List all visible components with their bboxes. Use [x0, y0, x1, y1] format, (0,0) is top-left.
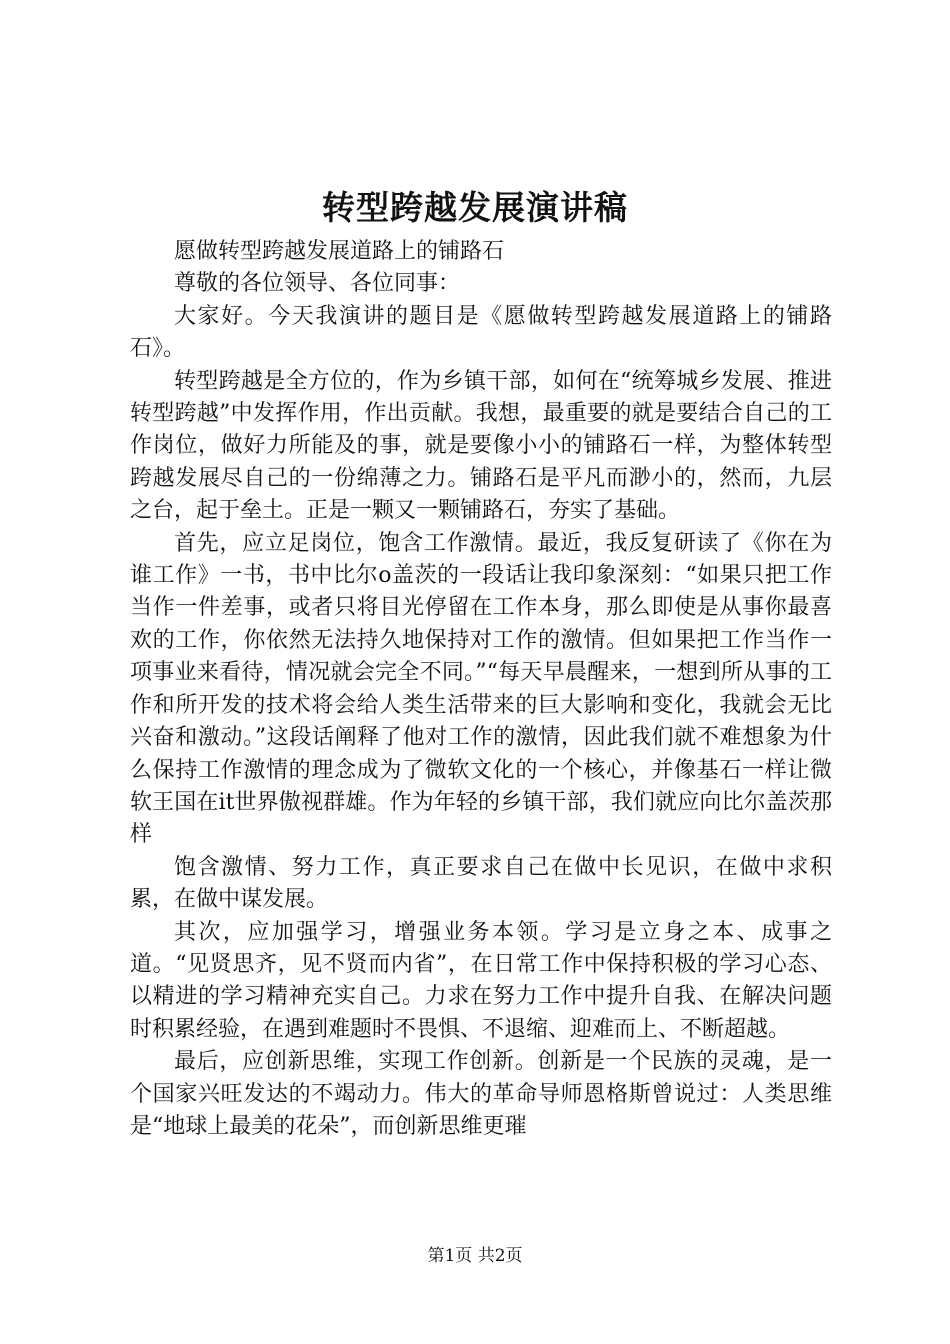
page-number-footer: 第1页 共2页: [427, 1246, 523, 1266]
document-title: 转型跨越发展演讲稿: [322, 188, 628, 227]
body-paragraph: 大家好。今天我演讲的题目是《愿做转型跨越发展道路上的铺路石》。: [130, 303, 832, 362]
body-paragraph: 转型跨越是全方位的，作为乡镇干部，如何在“统筹城乡发展、推进转型跨越”中发挥作用，作出贡献。我想，最重要的就是要结合自己的工作岗位，做好力所能及的事，就是要像小小的铺路石一样，为整体转型跨越发展尽自己的一份绵薄之力。铺路石是平凡而渺小的，然而，九层之台，起于垒土。正是一颗又一颗铺路石，夯实了基础。: [130, 368, 832, 524]
subtitle-paragraph: 愿做转型跨越发展道路上的铺路石: [174, 239, 505, 264]
body-paragraph: 其次，应加强学习，增强业务本领。学习是立身之本、成事之道。“见贤思齐，见不贤而内省”，在日常工作中保持积极的学习心态、以精进的学习精神充实自己。力求在努力工作中提升自我、在解决问题时积累经验，在遇到难题时不畏惧、不退缩、迎难而上、不断超越。: [130, 919, 832, 1042]
body-paragraph: 最后，应创新思维，实现工作创新。创新是一个民族的灵魂，是一个国家兴旺发达的不竭动力。伟大的革命导师恩格斯曾说过：人类思维是“地球上最美的花朵”，而创新思维更璀: [130, 1049, 832, 1139]
document-body: [130, 236, 832, 1143]
salutation-paragraph: 尊敬的各位领导、各位同事：: [174, 271, 461, 297]
body-paragraph: 首先，应立足岗位，饱含工作激情。最近，我反复研读了《你在为谁工作》一书，书中比尔o盖茨的一段话让我印象深刻：“如果只把工作当作一件差事，或者只将目光停留在工作本身，那么即使是从事你最喜欢的工作，你依然无法持久地保持对工作的激情。但如果把工作当作一项事业来看待，情况就会完全不同。”“每天早晨醒来，一想到所从事的工作和所开发的技术将会给人类生活带来的巨大影响和变化，我就会无比兴奋和激动。”这段话阐释了他对工作的激情，因此我们就不难想象为什么保持工作激情的理念成为了微软文化的一个核心，并像基石一样让微软王国在it世界傲视群雄。作为年轻的乡镇干部，我们就应向比尔盖茨那样: [130, 530, 832, 848]
body-paragraph: 饱含激情、努力工作，真正要求自己在做中长见识，在做中求积累，在做中谋发展。: [130, 854, 832, 913]
